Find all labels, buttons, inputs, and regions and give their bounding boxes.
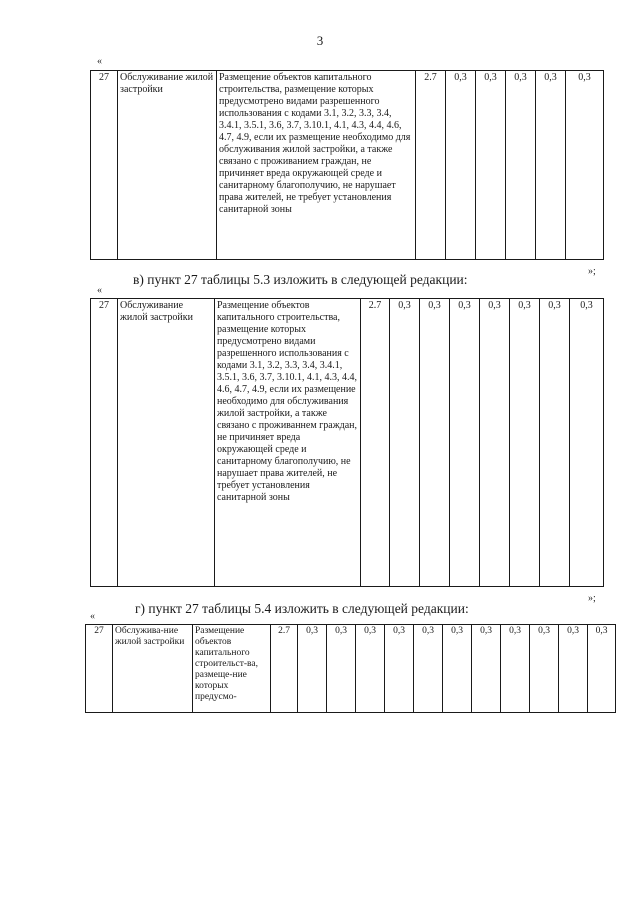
page-number: 3 <box>316 33 324 48</box>
value-cell: 0,3 <box>476 71 506 260</box>
close-quote: »; <box>588 593 596 604</box>
table-5-4-row-27 <box>85 624 616 713</box>
row-name: Обслуживание жилой застройки <box>118 71 217 260</box>
value-cell: 0,3 <box>559 625 588 713</box>
open-quote: « <box>97 56 102 67</box>
value-cell: 0,3 <box>536 71 566 260</box>
value-cell: 0,3 <box>530 625 559 713</box>
table-5-2-row-27 <box>90 70 604 260</box>
value-cell: 0,3 <box>566 71 604 260</box>
value-cell: 0,3 <box>420 299 450 587</box>
row-code: 2.7 <box>271 625 298 713</box>
row-description: Размещение объектов капитального строительст-ва, размеще-ние которых предусмо- <box>193 625 271 713</box>
value-cell: 0,3 <box>390 299 420 587</box>
value-cell: 0,3 <box>414 625 443 713</box>
row-code: 2.7 <box>361 299 390 587</box>
row-number: 27 <box>91 299 118 587</box>
value-cell: 0,3 <box>510 299 540 587</box>
value-cell: 0,3 <box>501 625 530 713</box>
value-cell: 0,3 <box>356 625 385 713</box>
value-cell: 0,3 <box>327 625 356 713</box>
close-quote: »; <box>588 266 596 277</box>
row-number: 27 <box>91 71 118 260</box>
value-cell: 0,3 <box>472 625 501 713</box>
row-number: 27 <box>86 625 113 713</box>
table-5-3-row-27 <box>90 298 604 587</box>
section-heading-v: в) пункт 27 таблицы 5.3 изложить в следующей редакции: <box>133 272 468 287</box>
open-quote: « <box>90 611 95 622</box>
value-cell: 0,3 <box>588 625 616 713</box>
row-name: Обслуживание жилой застройки <box>118 299 215 587</box>
value-cell: 0,3 <box>450 299 480 587</box>
value-cell: 0,3 <box>443 625 472 713</box>
row-description: Размещение объектов капитального строительства, размещение которых предусмотрено видами разрешенного использования с кодами 3.1, 3.2, 3.3, 3.4, 3.4.1, 3.5.1, 3.6, 3.7, 3.10.1, 4.1, 4.3, 4.4, 4.6, 4.7, 4.9, если их размещение необходимо для обслуживания жилой застройки, а также связано с проживанием граждан, не причиняет вреда окружающей среде и санитарному благополучию, не нарушает права жителей, не требует установления санитарной зоны <box>217 71 416 260</box>
value-cell: 0,3 <box>506 71 536 260</box>
open-quote: « <box>97 285 102 296</box>
value-cell: 0,3 <box>385 625 414 713</box>
row-description: Размещение объектов капитального строительства, размещение которых предусмотрено видами разрешенного использования с кодами 3.1, 3.2, 3.3, 3.4, 3.4.1, 3.5.1, 3.6, 3.7, 3.10.1, 4.1, 4.3, 4.4, 4.6, 4.7, 4.9, если их размещение необходимо для обслуживания жилой застройки, а также связано с проживаннем граждан, не причиняет вреда окружающей среде и санитарному благополучию, не нарушает права жителей, не требует установления санитарной зоны <box>215 299 361 587</box>
value-cell: 0,3 <box>480 299 510 587</box>
value-cell: 0,3 <box>570 299 604 587</box>
row-name: Обслужива-ние жилой застройки <box>113 625 193 713</box>
value-cell: 0,3 <box>446 71 476 260</box>
value-cell: 0,3 <box>298 625 327 713</box>
section-heading-g: г) пункт 27 таблицы 5.4 изложить в следующей редакции: <box>135 601 469 616</box>
value-cell: 0,3 <box>540 299 570 587</box>
row-code: 2.7 <box>416 71 446 260</box>
